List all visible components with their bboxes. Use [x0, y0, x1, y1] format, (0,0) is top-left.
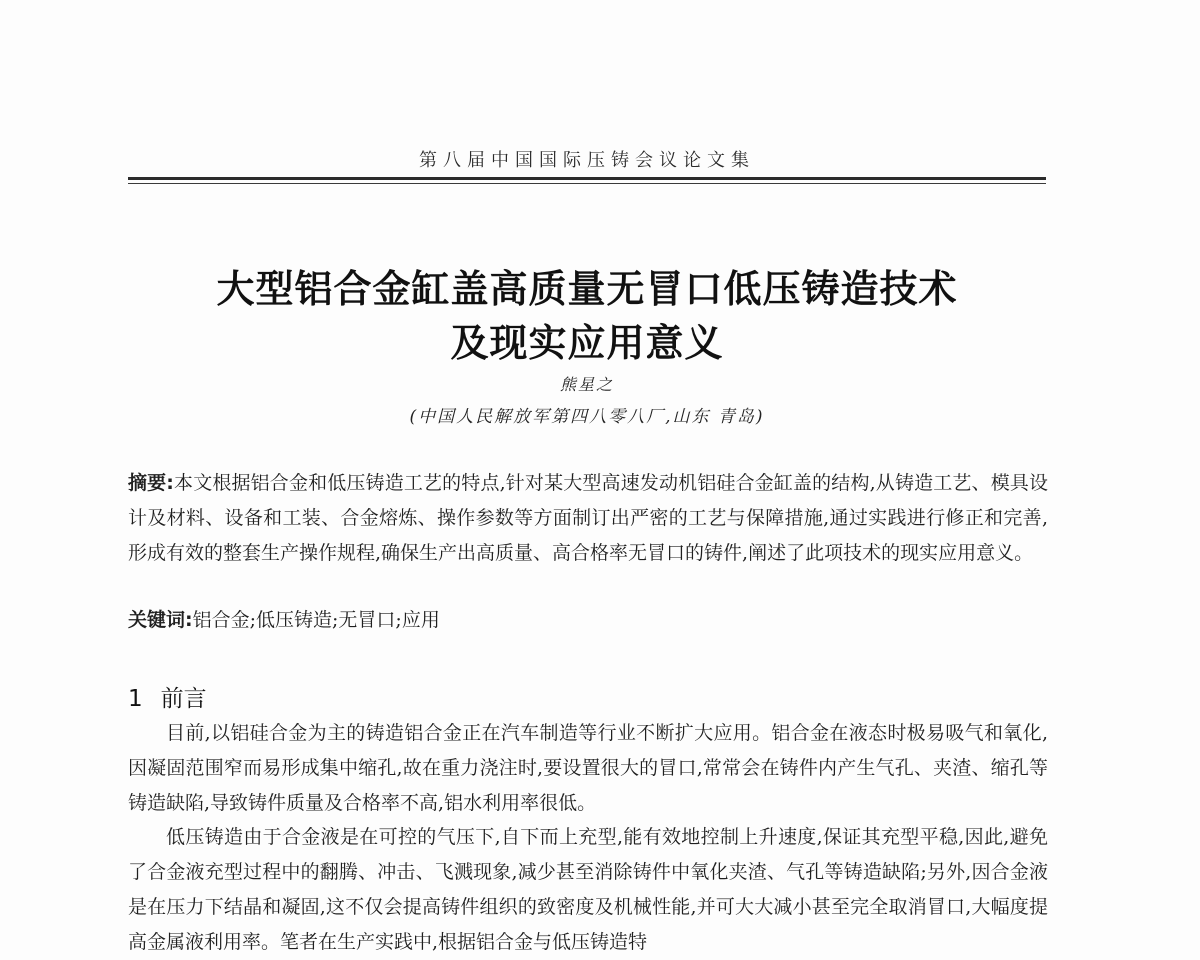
- section-number: 1: [128, 686, 143, 712]
- header-rule-thick: [128, 177, 1046, 180]
- author-affiliation: (中国人民解放军第四八零八厂,山东 青岛): [409, 407, 765, 427]
- running-header: 第八届中国国际压铸会议论文集: [419, 150, 755, 171]
- keywords-label: 关键词:: [128, 609, 193, 631]
- section-heading: [128, 680, 207, 713]
- abstract: [128, 466, 1048, 571]
- section-title: 前言: [160, 686, 207, 712]
- paper-title-line2: 及现实应用意义: [450, 321, 724, 365]
- keywords: [128, 607, 1048, 633]
- abstract-label: 摘要:: [128, 472, 174, 494]
- author-name: 熊星之: [559, 375, 614, 394]
- paper-title-line1: 大型铝合金缸盖高质量无冒口低压铸造技术: [216, 267, 958, 311]
- body-paragraph: 目前,以铝硅合金为主的铸造铝合金正在汽车制造等行业不断扩大应用。铝合金在液态时极易吸气和氧化,因凝固范围窄而易形成集中缩孔,故在重力浇注时,要设置很大的冒口,常常会在铸件内产生气孔、夹渣、缩孔等铸造缺陷,导致铸件质量及合格率不高,铝水利用率很低。: [128, 722, 1048, 814]
- keywords-text: 铝合金;低压铸造;无冒口;应用: [192, 609, 440, 631]
- body-paragraph: 低压铸造由于合金液是在可控的气压下,自下而上充型,能有效地控制上升速度,保证其充型平稳,因此,避免了合金液充型过程中的翻腾、冲击、飞溅现象,减少甚至消除铸件中氧化夹渣、气孔等铸造缺陷;另外,因合金液是在压力下结晶和凝固,这不仅会提高铸件组织的致密度及机械性能,并可大大减小甚至完全取消冒口,大幅度提高金属液利用率。笔者在生产实践中,根据铝合金与低压铸造特: [128, 826, 1048, 953]
- abstract-text: 本文根据铝合金和低压铸造工艺的特点,针对某大型高速发动机铝硅合金缸盖的结构,从铸造工艺、模具设计及材料、设备和工装、合金熔炼、操作参数等方面制订出严密的工艺与保障措施,通过实践进行修正和完善,形成有效的整套生产操作规程,确保生产出高质量、高合格率无冒口的铸件,阐述了此项技术的现实应用意义。: [128, 472, 1048, 564]
- header-rule-thin: [128, 183, 1046, 184]
